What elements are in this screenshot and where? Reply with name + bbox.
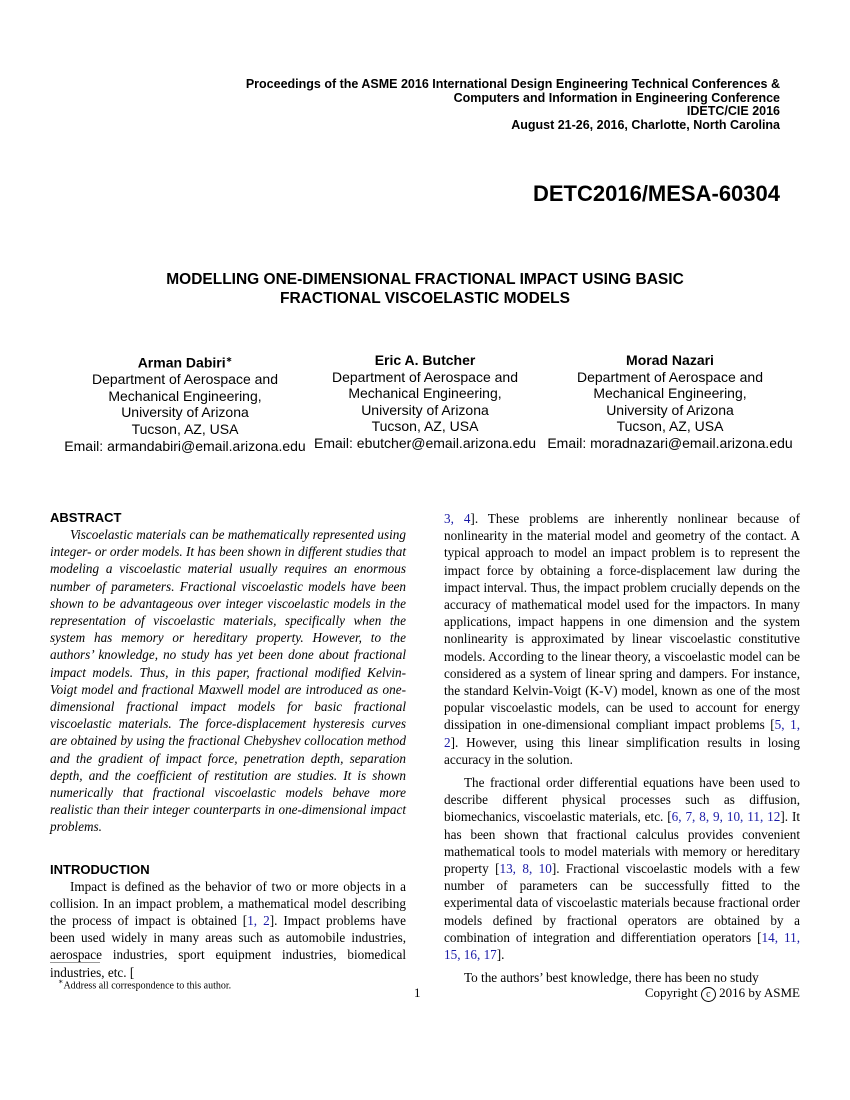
page-number: 1: [414, 985, 421, 1000]
intro-text: ]. These problems are inherently nonlinear because of nonlinearity in the material model and geometry of the contact. A typical approach to model an impact problem is to represent the impact force by obtaining a force-displacement law during the impact interval. Thus, the impact problem crucially depends on the accuracy of mathematical model used for the impactors. In many applications, impact happens in one dimension and the system nonlinearity is approximated by linear viscoelastic constitutive models. According to the linear theory, a viscoelastic model can be considered as a system of linear spring and dampers. For instance, the standard Kelvin-Voigt (K-V) model, known as one of the most popular viscoelastic models, can be used to account for energy dissipation in one-dimensional compliant impact problems [: [444, 511, 801, 733]
citation-link[interactable]: 5, 1, 2: [444, 717, 800, 750]
intro-text: The fractional order differential equations have been used to describe different physical processes such as diffusion, biomechanics, viscoelastic materials, etc. [: [444, 775, 800, 825]
copyright-icon: c: [701, 987, 716, 1002]
introduction-paragraph-2: [444, 774, 800, 963]
citation-link[interactable]: 6, 7, 8, 9, 10, 11, 12: [671, 809, 781, 825]
footnote-divider: [50, 962, 100, 963]
intro-text: ].: [496, 947, 505, 963]
paper-id: DETC2016/MESA-60304: [532, 181, 780, 206]
author-name-text: Arman Dabiri: [137, 354, 226, 371]
conference-line-3: IDETC/CIE 2016: [686, 104, 780, 119]
intro-text: Impact is defined as the behavior of two or more objects in a collision. In an impact problem, a mathematical model describing the process of impact is obtained [: [50, 878, 406, 929]
introduction-paragraph-1-continued: [444, 510, 800, 768]
intro-text: ]. It has been shown that fractional calculus provides convenient mathematical tools to model materials with memory or hereditary property [: [444, 809, 800, 877]
author-dept-line-1: Department of Aerospace and: [331, 368, 518, 385]
intro-text: ]. Fractional viscoelastic models with a few number of parameters can be successfully fitted to the experimental data of viscoelastic materials because fractional order models defined by fractional operators are obtained by a combination of integration and differentiation operators [: [444, 861, 800, 945]
author-dept-line-2: Mechanical Engineering,: [348, 385, 502, 402]
conference-line-1: Proceedings of the ASME 2016 International Design Engineering Technical Conferences &: [245, 77, 780, 91]
author-university: University of Arizona: [606, 401, 734, 418]
footnote-text: Address all correspondence to this author.: [63, 980, 232, 992]
intro-text: ]. However, using this linear simplification results in losing accuracy in the solution.: [444, 734, 800, 767]
author-city: Tucson, AZ, USA: [616, 418, 724, 435]
abstract-heading: ABSTRACT: [50, 510, 122, 525]
author-email[interactable]: Email: armandabiri@email.arizona.edu: [64, 437, 306, 454]
author-dept-line-1: Department of Aerospace and: [576, 368, 763, 385]
citation-link[interactable]: 13, 8, 10: [499, 861, 552, 877]
author-name: Morad Nazari: [626, 352, 714, 368]
author-block-3: [525, 352, 815, 452]
intro-text: ]. Impact problems have been used widely in many areas such as automobile industries, aerospace industries, sport equipment industries, biomedical industries, etc. [: [50, 913, 406, 980]
author-email[interactable]: Email: ebutcher@email.arizona.edu: [314, 434, 536, 451]
author-city: Tucson, AZ, USA: [131, 421, 239, 438]
conference-header: [246, 78, 780, 132]
right-column: [444, 510, 800, 986]
author-dept-line-2: Mechanical Engineering,: [593, 385, 747, 402]
introduction-heading: INTRODUCTION: [50, 861, 150, 877]
author-city: Tucson, AZ, USA: [371, 418, 479, 435]
citation-link[interactable]: 3, 4: [444, 511, 471, 526]
citation-link[interactable]: 1, 2: [247, 913, 270, 929]
footnote: [58, 977, 231, 991]
title-line-2: FRACTIONAL VISCOELASTIC MODELS: [280, 290, 570, 307]
left-column: [50, 510, 406, 981]
footnote-mark: ∗: [58, 977, 64, 986]
paper-title: [0, 270, 850, 308]
copyright-prefix: Copyright: [644, 985, 698, 1000]
introduction-paragraph-3: To the authors’ best knowledge, there has been no study: [464, 970, 759, 986]
copyright-notice: [645, 985, 800, 1002]
correspondence-mark: ∗: [225, 355, 233, 364]
introduction-paragraph-1: [50, 878, 406, 981]
title-line-1: MODELLING ONE-DIMENSIONAL FRACTIONAL IMPACT USING BASIC: [166, 271, 684, 288]
author-name: Eric A. Butcher: [374, 352, 476, 368]
conference-line-4: August 21-26, 2016, Charlotte, North Carolina: [511, 117, 780, 132]
citation-link[interactable]: 14, 11, 15, 16, 17: [444, 929, 800, 963]
author-university: University of Arizona: [361, 401, 489, 418]
copyright-suffix: 2016 by ASME: [719, 985, 800, 1000]
author-email[interactable]: Email: moradnazari@email.arizona.edu: [547, 434, 793, 451]
abstract-text: Viscoelastic materials can be mathematically represented using integer- or order models. It has been shown in different studies that modeling a viscoelastic material usually requires an enormous number of parameters. Fractional viscoelastic models have been shown to be advantageous over integer viscoelastic models in the representation of viscoelastic materials, specifically when the system has memory or hereditary property. However, to the authors’ knowledge, no study has yet been done about fractional impact models. Thus, in this paper, fractional modified Kelvin-Voigt model and fractional Maxwell model are introduced as one-dimensional fractional impact models for basic fractional viscoelastic materials. The force-displacement hysteresis curves are obtained by using the fractional Chebyshev collocation method and the gradient of impact force, penetration depth, separation depth, and the coefficient of restitution are studies. It is shown numerically that fractional viscoelastic models behave more realistic than their integer counterparts in one-dimensional impact problems.: [50, 527, 406, 835]
author-dept-line-1: Department of Aerospace and: [91, 371, 278, 388]
author-dept-line-2: Mechanical Engineering,: [108, 387, 262, 404]
author-university: University of Arizona: [121, 404, 249, 421]
conference-line-2: Computers and Information in Engineering Conference: [453, 90, 780, 105]
